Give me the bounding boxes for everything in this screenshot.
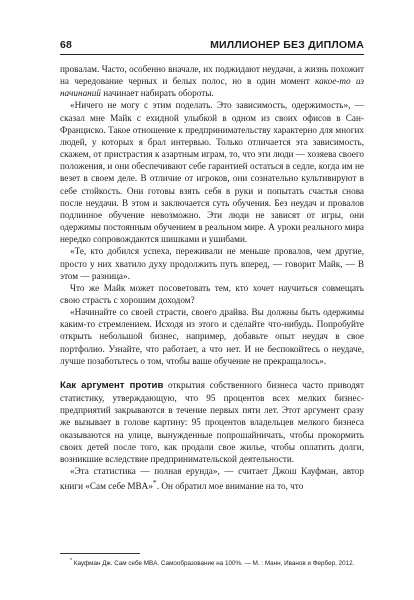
- paragraph-1-emphasis: какое-то из начинаний: [60, 76, 364, 99]
- running-title: МИЛЛИОНЕР БЕЗ ДИПЛОМА: [210, 39, 364, 51]
- paragraph-1-text-a: провалам. Часто, особенно вначале, их поджидают неудачи, а жизнь похожит на чередование черных и белых полос, но в один момент: [60, 64, 364, 87]
- body-text: [60, 63, 364, 492]
- paragraph-4: Что же Майк может посоветовать тем, кто хочет научиться совмещать свою страсть с хорошим доходом?: [60, 282, 364, 305]
- footnote: [70, 557, 364, 568]
- paragraph-6-text: открытия собственного бизнеса часто приводят статистику, утверждающую, что 95 процентов всех мелких бизнес-предприятий закрываются в течение первых пяти лет. Этот аргумент сразу же вызывает в голове картину: 95 процентов владельцев мелкого бизнеса оказываются на улице, вынужденные попрошайничать, чтобы прокормить своих детей после того, как продали свое жилье, чтобы оплатить долги, возникшие вследствие предпринимательской деятельности.: [60, 379, 364, 464]
- paragraph-7-text-a: «Эта статистика — полная ерунда», — считает Джош Кауфман, автор книги «Сам себе MBA»: [60, 466, 364, 492]
- footnote-reference[interactable]: *: [152, 478, 157, 488]
- paragraph-1-text-b: начинает набирать обороты.: [100, 88, 214, 99]
- paragraph-3: «Те, кто добился успеха, переживали не меньше провалов, чем другие, просто у них хватило духу продолжить путь вперед, — говорит Майк, — В этом — разница».: [60, 246, 364, 281]
- paragraph-5: «Начинайте со своей страсти, своего драйва. Вы должны быть одержимы каким-то стремлением. Исходя из этого и сделайте что-нибудь. Попробуйте открыть небольшой бизнес, например, добавьте опыт неудач в свое портфолио. Узнайте, что работает, а что нет. И не беспокойтесь о неудаче, лучше позаботьтесь о том, чтобы ваше обучение не прекращалось».: [60, 307, 364, 366]
- page-number: 68: [60, 39, 73, 51]
- footnote-divider: [60, 553, 140, 554]
- footnote-marker: *: [70, 558, 73, 564]
- paragraph-6: [60, 379, 364, 465]
- paragraph-1: [60, 63, 364, 99]
- running-header: [60, 38, 364, 55]
- paragraph-7: [60, 465, 364, 492]
- paragraph-6-lead: Как аргумент против: [60, 379, 164, 391]
- paragraph-2: «Ничего не могу с этим поделать. Это зависимость, одержимость», — сказал мне Майк с ехидной улыбкой в одном из своих офисов в Сан-Франциско. Такое отношение к предпринимательству характерно для многих людей, у которых я брал интервью. Только отличается эта зависимость, скажем, от пристрастия к азартным играм, то, что эти люди — хозяева своего положения, и они обеспечивают себе гарантией остаться в седле, когда им не везет в своем деле. В отличие от игроков, они сознательно культивируют в себе стойкость. Они готовы взять себя в руки и попытать счастья снова после неудачи. В этом и заключается суть обучения. Без неудач и провалов подлинное обучение невозможно. Эти люди не зависят от игры, они одержимы постоянным обучением в реальном мире. А уроки реального мира нередко сопровождаются шишками и ушибами.: [60, 100, 364, 245]
- paragraph-7-text-b: . Он обратил мое внимание на то, что: [156, 481, 304, 492]
- footnote-text: Кауфман Дж. Сам себе MBA. Самообразование на 100%. — М. : Манн, Иванов и Фербер, 2012.: [72, 560, 355, 568]
